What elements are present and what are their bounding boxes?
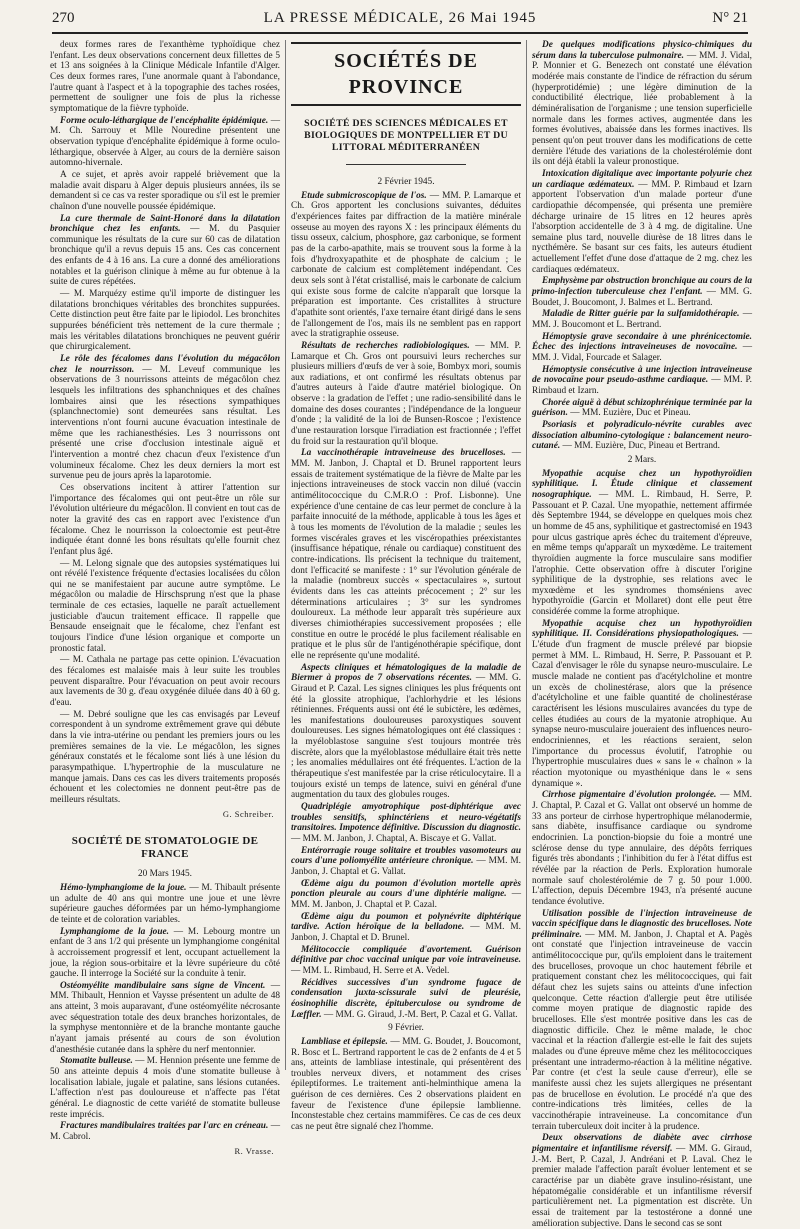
page-header — [52, 8, 748, 34]
paragraph: — M. Lelong signale que des autopsies systématiques lui ont révélé l'existence fréquente d'ectasies localisées du côlon qui ne se manifestaient par aucune autre symptôme. Le mégacôlon ou maladie de Hirschsprung n'est que la phase terminale de ces ectasies, laquelle ne paraît actuellement justiciable d'aucun traitement efficace. Il rappelle que Bensaude enseignait que le fécalome, chez l'enfant est toujours l'indice d'une lésion organique et comporte un pronostic fatal. — [50, 558, 280, 654]
paragraph: Fractures mandibulaires traitées par l'arc en créneau. — M. Cabrol. — [50, 1121, 281, 1142]
paragraph: Ostéomyélite mandibulaire sans signe de Vincent. — MM. Thibault, Hennion et Vaysse présentent un adulte de 48 ans atteint, 3 mois auparavant, d'une ostéomyélite nécrosante avec séquestration totale des deux branches horizontales, de la symphyse mentonnière et de la branche montante gauche n'ayant jamais présenté au cours de son évolution d'anesthésie cutanée dans la sphère du nerf mentonnier. — [50, 980, 280, 1055]
paragraph: Hémo-lymphangiome de la joue. — M. Thibault présente un adulte de 40 ans qui montre une joue et une lèvre supérieure gauches déformées par un hémo-lymphangiome de teinte et de coloration variables. — [50, 882, 280, 925]
paragraph: Entérorragie rouge solitaire et troubles vasomoteurs au cours d'une poliomyélite antérieure chronique. — MM. M. Janbon, J. Chaptal et G. Vallat. — [291, 845, 521, 877]
signature: R. Vrasse. — [234, 1145, 274, 1156]
paragraph: Deux observations de diabète avec cirrhose pigmentaire et infantilisme réversif. — MM. G. Giraud, J.-M. Bert, P. Cazal, J. Andréani et P. Laval. Chez le premier malade l'affection paraît évoluer lentement et se caractérise par un diabète grave insulino-résistant, une hépatomégalie considérable et un infantilisme réversif particulièrement net. La pigmentation est discrète. Un essai de traitement par la testostérone a donné une amélioration subjective. Dans le second cas se sont — [532, 1133, 752, 1229]
column-1 — [50, 40, 281, 1156]
paragraph: La vaccinothérapie intraveineuse des brucelloses. — MM. M. Janbon, J. Chaptal et D. Brunel rapportent leurs essais de traitement systématique de la fièvre de Malte par les injections intraveineuses de stock vaccin non dilué (vaccin antimélitococcique du C.M.R.O : Prof. Lisbonne). Une expérience d'une centaine de cas leur permet de conclure à la parfaite innocuité de la méthode, applicable à tous les âges et à tous les moments de l'évolution de la maladie ; seules les formes viscérales graves et les viscéropathies préexistantes (insuffisance hépatique, rénale ou cardiaque) constituent des contre-indications. Ils précisent la technique du traitement, dont l'efficacité se manifeste : 1° sur l'évolution générale de la maladie (nombreux succès « spectaculaires », surtout évidents dans les cas atteints précocement ; 2° sur les déterminations articulaires ; 3° sur les syndromes douloureux. La méthode leur apparaît très supérieure aux diverses chimiothérapies successivement proposées ; elle constitue en outre le procédé le plus facilement réalisable en pratique et le plus sûr de l'antigénothérapie spécifique, dont elle ne représente qu'une modalité. — [291, 448, 521, 661]
paragraph: Quadriplégie amyotrophique post-diphtérique avec troubles sensitifs, sphinctériens et neuro-végétatifs transitoires. Impotence définitive. Discussion du diagnostic. — MM. M. Janbon, J. Chaptal, A. Biscaye et G. Vallat. — [291, 802, 521, 845]
paragraph: Myopathie acquise chez un hypothyroïdien syphilitique. II. Considérations physiopathologiques. — L'étude d'un fragment de muscle prélevé par biopsie permet à MM. L. Rimbaud, H. Serre, P. Passouant et P. Cazal d'envisager le rôle du synapse neuro-musculaire. Le muscle malade ne contient pas d'acétylcholine et montre un excès de cholinestérase, alors que la présence d'acétylcholine et une faible quantité de cholinestérase caractérisent les lésions musculaires avancées du type de celles étudiées au cours de la myatonie atrophique. Au synapse neuro-musculaire joueraient des influences neuro-endocriniennes, et les réactions seraient, selon l'importance du processus évolutif, l'atrophie ou l'hypertrophie musculaires dues « sans le « chaînon » la réaction myotonique ou myasthénique dans le « sens dynamique ». — [532, 618, 752, 789]
paragraph: — M. Marquézy estime qu'il importe de distinguer les dilatations bronchiques véritables des bronchites suppurées. Cette distinction peut être faite par le lipiodol. Les bronchites suppurées bénéficient très nettement de la cure thermale ; mais les véritables dilatations bronchiques ne peuvent guérir que chirurgicalement. — [50, 289, 280, 353]
paragraph: Lymphangiome de la joue. — M. Lebourg montre un enfant de 3 ans 1/2 qui présente un lymphangiome congénital à accroissement progressif et lent, occupant actuellement la joue, la région sous-orbitaire et la lèvre supérieure du côté gauche. Il interroge la Société sur la conduite à tenir. — [50, 926, 280, 980]
section-banner: SOCIÉTÉS DE PROVINCE — [291, 42, 521, 106]
paragraph: Ces observations incitent à attirer l'attention sur l'importance des fécalomes qui ont peut-être un rôle sur l'évolution ultérieure du mégacôlon. Il convient en tout cas de noter la gravité des cas en rapport avec l'existence d'un fécalome. Chez le nourrisson la coloectomie est peut-être indiquée étant donné les bons résultats qu'elle fournit chez l'enfant plus âgé. — [50, 482, 280, 557]
paragraph: Œdème aigu du poumon d'évolution mortelle après ponction pleurale au cours d'une diphtérie maligne. — MM. M. Janbon, J. Chaptal et P. Cazal. — [291, 878, 521, 910]
paragraph: Œdème aigu du poumon et polynévrite diphtérique tardive. Action héroïque de la belladone. — MM. M. Janbon, J. Chaptal et D. Brunel. — [291, 911, 522, 943]
paragraph: Le rôle des fécalomes dans l'évolution du mégacôlon chez le nourrisson. — M. Leveuf communique les observations de 3 nourrissons atteints de mégacôlon chez lesquels les infiltrations des sphanchniques et des chaînes lombaires ainsi que les résections sympathiques (splanchnectomie) sont demeurées sans résultat. Les interventions n'ont fourni aucune évacuation intestinale de même que les rachianesthésies. Les 3 nourrissons ont présenté une crise d'occlusion intestinale aiguë et l'intervention a montré chez chacun d'eux l'existence d'un volumineux fécalome. Chez les deux derniers la mort est survenue peu de jours après la laparotomie. — [50, 354, 280, 482]
paragraph: Stomatite bulleuse. — M. Hennion présente une femme de 50 ans atteinte depuis 4 mois d'une stomatite bulleuse à localisation labiale, jugale et palatine, sans lésions cutanées. L'affection n'est pas douloureuse et n'affecte pas l'état général. Le diagnostic de cette variété de stomatite bulleuse reste imprécis. — [50, 1056, 281, 1120]
paragraph: Cirrhose pigmentaire d'évolution prolongée. — MM. J. Chaptal, P. Cazal et G. Vallat ont observé un homme de 33 ans porteur de cirrhose hypertrophique mélanodermie, sans diabète, insuffisance cardiaque ou syndrome endocrinien. La ponction-biopsie du foie a montré une sclérose dense du type annulaire, des dépôts ferriques figurés très abondants ; l'inhibition du fer à l'état diffus est révélée par la réaction de Perls. Exploration humorale normale sauf cholestérolémie de 7 g. 50 pour 1.000. L'affection, depuis Décembre 1943, n'a présenté aucune tendance évolutive. — [532, 790, 752, 907]
paragraph: deux formes rares de l'exanthème typhoïdique chez l'enfant. Les deux observations concernent deux fillettes de 5 et 13 ans soignées à la Clinique Médicale Infantile d'Alger. Ces deux formes rares, l'une anormale quant à l'abondance, l'autre quant à l'aspect et à la topographie des taches rosées, permettent de souligner une fois de plus la richesse symptomatique de la fièvre typhoïde. — [50, 40, 280, 114]
paragraph: De quelques modifications physico-chimiques du sérum dans la tuberculose pulmonaire. — MM. J. Vidal, P. Monnier et G. Benezech ont constaté une élévation modérée mais constante de l'indice de réfraction du sérum (hyperprotidémie) ; une légère diminution de la conductibilité électrique, liée probablement à la déminéralisation de l'organisme ; une tension superficielle normale dans les formes actives, augmentée dans les formes évolutives, abaissée dans les formes inactives. Ils pensent qu'on peut trouver dans les modifications de cette dernière l'étude des variations de la cholestérolémie dont ils ont déjà établi la valeur pronostique. — [532, 40, 752, 168]
heading-rule — [346, 164, 466, 165]
issue-number: N° 21 — [712, 10, 748, 26]
paragraph: Hémoptysie consécutive à une injection intraveineuse de novocaïne pour pseudo-asthme cardiaque. — MM. P. Rimbaud et Izarn. — [532, 364, 752, 396]
column-2 — [291, 40, 522, 1133]
society-heading: SOCIÉTÉ DES SCIENCES MÉDICALES ET BIOLOGIQUES DE MONTPELLIER ET DU LITTORAL MÉDITERRANÉEN — [304, 118, 508, 153]
paragraph: Chorée aiguë à début schizophrénique terminée par la guérison. — MM. Euzière, Duc et Pineau. — [532, 397, 752, 419]
paragraph: Psoriasis et polyradiculo-névrite curables avec dissociation albumino-cytologique : balancement neuro-cutané. — MM. Euzière, Duc, Pineau et Bertrand. — [532, 419, 752, 452]
paragraph: Forme oculo-léthargique de l'encéphalite épidémique. — M. Ch. Sarrouy et Mlle Nouredine présentent une observation typique d'encéphalite épidémique à forme oculo-léthargique, observée à Alger, au cours de la dernière saison automno-hivernale. — [50, 115, 280, 169]
paragraph: Intoxication digitalique avec importante polyurie chez un cardiaque œdémateux. — MM. P. Rimbaud et Izarn apportent l'observation d'un malade porteur d'une cardiopathie décompensée, qui présenta une première décharge urinaire de 15 litres en 12 heures après l'absorption accidentelle de 3 à 4 mg. de digitaline. Une semaine plus tard, nouvelle diurèse de 18 litres dans le nycthémère. Se basant sur ces faits, les auteurs étudient actuellement l'effet d'une dose d'attaque de 2 mg. chez les cardiaques œdémateux. — [532, 168, 753, 275]
session-date: 2 Mars. — [627, 454, 657, 465]
paragraph: — M. Cathala ne partage pas cette opinion. L'évacuation des fécalomes est malaisée mais à leur suite les troubles peuvent disparaître. Pour l'évacuation on peut avoir recours aux lavements de 30 g. d'eau oxygénée diluée dans 40 à 60 g. d'eau. — [50, 655, 280, 709]
paragraph: Hémoptysie grave secondaire à une phrénicectomie. Échec des injections intraveineuses de novocaïne. — MM. J. Vidal, Fourcade et Salager. — [532, 331, 752, 364]
session-date: 20 Mars 1945. — [138, 869, 192, 880]
paragraph: A ce sujet, et après avoir rappelé brièvement que la maladie avait disparu à Alger depuis plusieurs années, ils se demandent si ce cas va rester sporadique ou s'il est le premier chaînon d'une nouvelle poussée épidémique. — [50, 169, 280, 212]
paragraph: Myopathie acquise chez un hypothyroïdien syphilitique. I. Étude clinique et classement nosographique. — MM. L. Rimbaud, H. Serre, P. Passouant et P. Cazal. Une myopathie, nettement affirmée dès Septembre 1944, se développe en quelques mois chez un homme de 45 ans, syphilitique et gastrectomisé en 1943 pour ulcus gastrique après échec du traitement d'épreuve, en même temps qu'apparaît un myxœdème. Le traitement thyroïdien augmente la force musculaire sans modifier l'atrophie. Cette observation offre à discuter l'origine syphilitique de la dystrophie, ses relations avec le myxœdème et les syndromes thomséniens avec hypothyroïdie (Garcin et Mollaret) dont elle peut être considérée comme la forme atrophique. — [532, 468, 752, 618]
paragraph: Mélitococcie compliquée d'avortement. Guérison définitive par choc vaccinal unique par voie intraveineuse. — MM. L. Rimbaud, H. Serre et A. Vedel. — [291, 944, 521, 976]
page-number: 270 — [52, 10, 75, 26]
signature: G. Schreiber. — [222, 808, 274, 819]
column-divider — [526, 40, 527, 1070]
paragraph: Emphysème par obstruction bronchique au cours de la primo-infection tuberculeuse chez l'enfant. — MM. G. Boudet, J. Boucomont, J. Balmes et L. Bertrand. — [532, 276, 753, 308]
paragraph: Maladie de Ritter guérie par la sulfamidothérapie. — MM. J. Boucomont et L. Bertrand. — [532, 309, 752, 331]
column-3 — [532, 40, 753, 1229]
session-date: 2 Février 1945. — [377, 177, 435, 187]
paragraph: Résultats de recherches radiobiologiques. — MM. P. Lamarque et Ch. Gros ont poursuivi leurs recherches sur plusieurs milliers d'œufs de ver à soie, Bombyx mori, soumis aux radiations, et ont confirmé les résultats obtenus par d'autres auteurs à l'aide d'autre matériel biologique. On observe : la gradation de l'effet ; une radio-sensibilité dans le domaine des doses courantes ; l'indépendance de la longueur d'onde ; la validité de la loi de Bunsen-Roscoe ; l'existence d'une restauration lorsque l'irradiation est fractionnée ; l'effet du froid sur la restauration qu'il bloque. — [291, 340, 521, 447]
session-date: 9 Février. — [388, 1023, 424, 1034]
paragraph: La cure thermale de Saint-Honoré dans la dilatation bronchique chez les enfants. — M. du Pasquier communique les résultats de la cure sur 60 cas de dilatation bronchique qu'il a revus depuis 15 ans. Ces cas concernent des enfants de 4 à 16 ans. La cure a donné des améliorations notables et la guérison clinique à même au fur obtenue à la suite de cures répétées. — [50, 213, 280, 288]
paragraph: Aspects cliniques et hématologiques de la maladie de Biermer à propos de 7 observations récentes. — MM. G. Giraud et P. Cazal. Les signes cliniques les plus fréquents ont été la glossite atrophique, l'achlorhydrie et les lésions rétiniennes. Fréquents aussi ont été le subictère, les œdèmes, les manifestations douloureuses paroxystiques souvent douloureuses. Les signes hématologiques ont été classiques : la myéloblastose sanguine s'est toujours montrée très discrète, alors que la myéloblastose médullaire était très nette ; les anomalies médullaires ont été fréquentes. L'action de la thérapeutique s'est manifestée par la crise réticulocytaire. Il a toujours existé un temps de latence, suivi en général d'une augmentation du taux des globules rouges. — [291, 662, 521, 801]
paragraph: Récidives successives d'un syndrome fugace de condensation juxta-scissurale suivi de pleurésie, éosinophilie discrète, épituberculose ou syndrome de Lœffler. — MM. G. Giraud, J.-M. Bert, P. Cazal et G. Vallat. — [291, 977, 521, 1020]
column-divider — [285, 40, 286, 1070]
paragraph: — M. Debré souligne que les cas envisagés par Leveuf correspondent à un syndrome extrêmement grave qui débute dans la vie intra-utérine ou pendant les premiers jours ou les premières semaines de la vie. Le mégacôlon, les signes généraux constatés et le fécalome sont liés à une lésion du parasympathique. L'hypertrophie de la musculature ne manque jamais. Dans ces cas les divers traitements proposés échouent et les colectomies ne donnent peut-être pas de meilleurs résultats. — [50, 709, 280, 805]
paragraph: Utilisation possible de l'injection intraveineuse de vaccin spécifique dans le diagnostic des brucelloses. Note préliminaire. — MM. M. Janbon, J. Chaptal et A. Pagès ont constaté que l'injection intraveineuse de vaccin antimélitococcique pur, qu'ils emploient dans le traitement des brucelloses, provoque un choc hautement fébrile et pratiquement constant chez les mélitococciques, qui fait défaut chez les sujets sains ou atteints d'une infection quelconque. Cette réaction d'allergie peut être utilisée comme moyen pratique de diagnostic rapide des brucelloses. Elle s'est montrée positive dans les cas de diagnostic difficile. Chez le même malade, le choc vaccinal et la réaction d'allergie est-elle le fait des sujets malades ou d'une épreuve même chez les mélitococciques présentant une intradermo-réaction à la mélitine négative. Par contre (et c'est la seule cause d'erreur), elle se manifeste aussi chez les sujets allergiques ne présentant pas de brucellose en évolution. Le procédé n'a que des contre-indications très limitées, celles de la vaccinothérapie intraveineuse. La concomitance d'un terrain tuberculeux doit inciter à la prudence. — [532, 908, 752, 1132]
paragraph: Lambliase et épilepsie. — MM. G. Boudet, J. Boucomont, R. Bosc et L. Bertrand rapportent le cas de 2 enfants de 4 et 5 ans, atteints de lambliase intestinale, qui présentèrent des troubles nerveux divers, et notamment des crises épileptiformes. Le traitement anti-helminthique amena la guérison de ces dernières. Ces 2 observations plaident en faveur de l'existence d'une épilepsie lamblienne. Inconstestable chez certains mammifères. Ce cas de ces deux cas ne peut être signalé chez l'homme. — [291, 1036, 521, 1133]
paragraph: Etude submicroscopique de l'os. — MM. P. Lamarque et Ch. Gros apportent les conclusions suivantes, déduites d'expériences faites par diffraction de la matière minérale osseuse au moyen des rayons X : les principaux éléments du tissu osseux, calcium, phosphore, gaz carbonique, se forment pas de la carbo-apathite, mais se trouvent sous la forme à la fois d'hydroxyapathite et de phosphate de calcium ; le carbonate de calcium est complètement indépendant. Ces deux sels sont à l'état cristallisé, mais le carbonate de calcium qui existe sous forme de calcite n'apparaît que lorsque la préparation est importante. Ces cristallites à structure d'apathite sont orientés, l'axe ternaire étant dirigé dans le sens de l'allongement de l'os, mais ils ne semblent pas en rapport avec la stratigraphie osseuse. — [291, 190, 521, 340]
section-title: SOCIÉTÉ DE STOMATOLOGIE DE FRANCE — [71, 835, 259, 861]
journal-title: LA PRESSE MÉDICALE, 26 Mai 1945 — [263, 10, 537, 26]
